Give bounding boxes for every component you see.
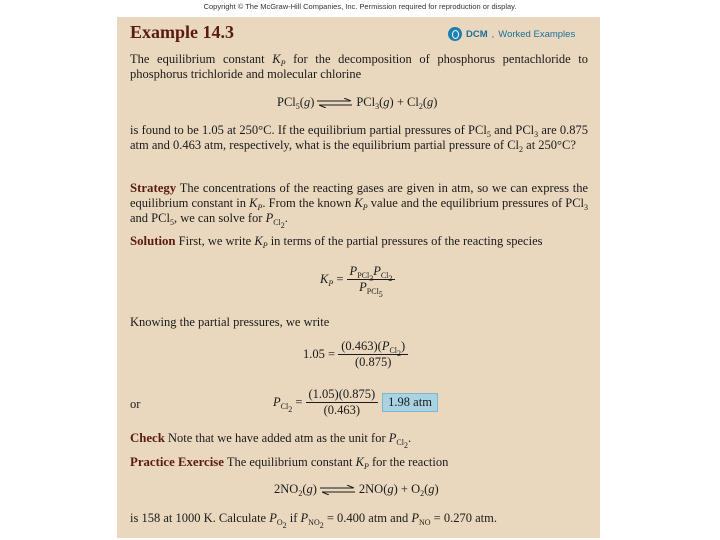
logo-comma: ,: [491, 28, 495, 40]
example-title: Example 14.3: [130, 22, 235, 42]
equilibrium-arrow-icon: [320, 485, 356, 495]
logo-text: Worked Examples: [498, 28, 576, 40]
practice-label: Practice Exercise: [130, 455, 224, 469]
equilibrium-arrow-icon: [317, 98, 353, 108]
eq2-numerator: (1.05)(0.875): [306, 387, 379, 403]
eq2-denominator: (0.463): [323, 403, 361, 417]
strategy-paragraph: Strategy The concentrations of the reacting gases are given in atm, so we can express the equilibrium constant in $K_P$. From the known $K_P$ value and the equilibrium pressures of PCl$_3$ and PCl$_5$, we can solve for $P_{Cl_2}$.: [130, 181, 589, 230]
check-paragraph: Check Note that we have added atm as the unit for $P_{Cl_2}$.: [130, 431, 412, 450]
practice-paragraph: Practice Exercise The equilibrium constant $K_P$ for the reaction: [130, 455, 449, 471]
equation-2: $P_{Cl_2}$ = $\frac{(1.05)(0.875)}{(0.463)}$ 1.98 atm: [273, 387, 438, 418]
solution-label: Solution: [130, 234, 176, 248]
intro-text: The equilibrium constant $K_P$ for the decomposition of phosphorus pentachloride to phosphorus trichloride and molecular chlorine: [130, 52, 588, 81]
reaction-equation-1: PCl$_5$(g) $PCl_3(g) + Cl_2(g)$: [277, 95, 438, 111]
logo-brand: DCM: [466, 28, 488, 40]
strategy-label: Strategy: [130, 181, 177, 195]
answer-box: 1.98 atm: [382, 393, 438, 412]
question-text: is found to be 1.05 at 250°C. If the equilibrium partial pressures of PCl$_5$ and PCl$_3$ are 0.875 atm and 0.463 atm, respectively, what is the equilibrium partial pressure of $Cl_2$ at 250°C?: [130, 123, 588, 154]
solution-paragraph: Solution First, we write $K_P$ in terms of the partial pressures of the reacting species: [130, 234, 543, 250]
copyright-notice: Copyright © The McGraw-Hill Companies, Inc. Permission required for reproduction or display.: [203, 2, 517, 11]
eq1-lhs: 1.05: [303, 347, 325, 361]
dcm-logo-icon: [448, 27, 462, 41]
kp-expression: $K_P$ = $\frac{P_{PCl_3}P_{Cl_2}}{P_{PCl_5}}$: [320, 264, 395, 295]
check-label: Check: [130, 431, 165, 445]
practice-question: is 158 at 1000 K. Calculate $P_{O_2}$ if $P_{NO_2} = 0.400$ atm and $P_{NO} = 0.270$ atm.: [130, 511, 497, 530]
worked-examples-logo[interactable]: [448, 27, 575, 41]
equation-1: 1.05 = $\frac{(0.463)(P_{Cl_2})}{(0.875)}$: [303, 339, 408, 370]
example-panel: [117, 17, 600, 538]
or-word: or: [130, 397, 141, 411]
knowing-text: Knowing the partial pressures, we write: [130, 315, 330, 329]
eq1-denominator: (0.875): [354, 355, 392, 369]
reaction-equation-2: $2NO_2(g) 2NO(g) + O_2(g)$: [274, 482, 439, 498]
